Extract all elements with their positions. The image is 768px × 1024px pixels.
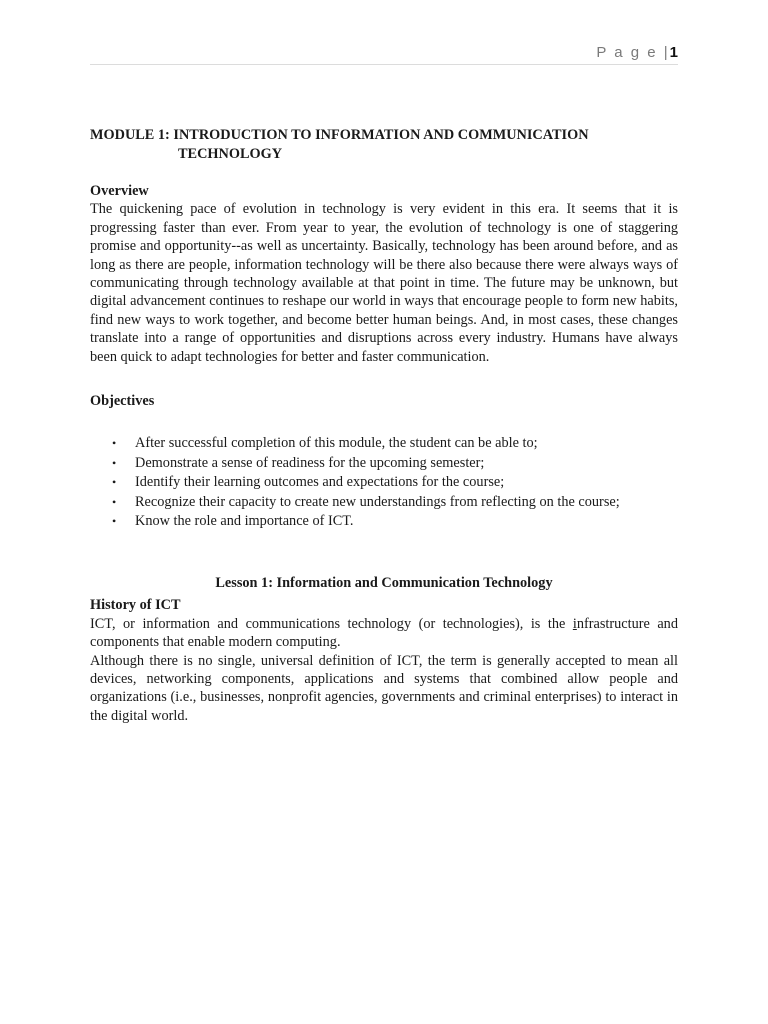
ict-text-end: nfrastructure and components that enable modern computing. <box>90 615 678 651</box>
module-title-line-2: TECHNOLOGY <box>178 146 283 162</box>
overview-heading: Overview <box>90 183 149 199</box>
bullet-icon: • <box>112 475 117 490</box>
objectives-heading: Objectives <box>90 393 155 410</box>
objective-text: Identify their learning outcomes and expectations for the course; <box>135 474 505 491</box>
objective-item <box>90 473 678 493</box>
bullet-icon: • <box>112 455 117 470</box>
lesson-title: Lesson 1: Information and Communication Technology <box>215 574 553 591</box>
definition-paragraph: Although there is no single, universal definition of ICT, the term is generally accepted to mean all devices, networking components, applications and systems that combined allow people and organizations (i.e., businesses, nonprofit agencies, governments and criminal enterprises) to interact in the digital world. <box>90 652 678 724</box>
objective-item <box>90 512 678 532</box>
bullet-icon: • <box>112 514 117 529</box>
module-title <box>90 126 678 164</box>
history-heading: History of ICT <box>90 597 181 614</box>
page-number: 1 <box>669 44 678 61</box>
objective-text: After successful completion of this module, the student can be able to; <box>135 435 538 452</box>
ict-paragraph <box>90 615 678 652</box>
objectives-list <box>90 434 678 532</box>
document-body <box>90 126 678 725</box>
ict-underlined-letter: i <box>572 615 577 632</box>
objective-text: Demonstrate a sense of readiness for the upcoming semester; <box>135 454 485 471</box>
bullet-icon: • <box>112 494 117 509</box>
overview-paragraph: The quickening pace of evolution in technology is very evident in this era. It seems that it is progressing faster than ever. From year to year, the evolution of technology is one of staggering promise and opportunity--as well as uncertainty. Basically, technology has been around before, and as long as there are people, information technology will be there also because there were always ways of communicating through technology available at that point in time. The future may be unknown, but digital advancement continues to reshape our world in ways that encourage people to form new habits, find new ways to work together, and become better human beings. And, in most cases, these changes translate into a range of opportunities and disruptions across every industry. Humans have always been quick to adapt technologies for better and faster communication. <box>90 201 678 365</box>
objective-text: Recognize their capacity to create new understandings from reflecting on the course; <box>135 493 620 510</box>
module-title-line-1: MODULE 1: INTRODUCTION TO INFORMATION AND COMMUNICATION <box>90 127 589 143</box>
ict-text-start: ICT, or information and communications technology (or technologies), is the <box>90 615 573 632</box>
page-header <box>596 44 678 61</box>
objective-item <box>90 493 678 513</box>
objective-item <box>90 434 678 454</box>
bullet-icon: • <box>112 436 117 451</box>
objective-text: Know the role and importance of ICT. <box>135 513 354 530</box>
objective-item <box>90 454 678 474</box>
header-divider <box>90 64 678 65</box>
page-label: P a g e | <box>596 44 670 61</box>
